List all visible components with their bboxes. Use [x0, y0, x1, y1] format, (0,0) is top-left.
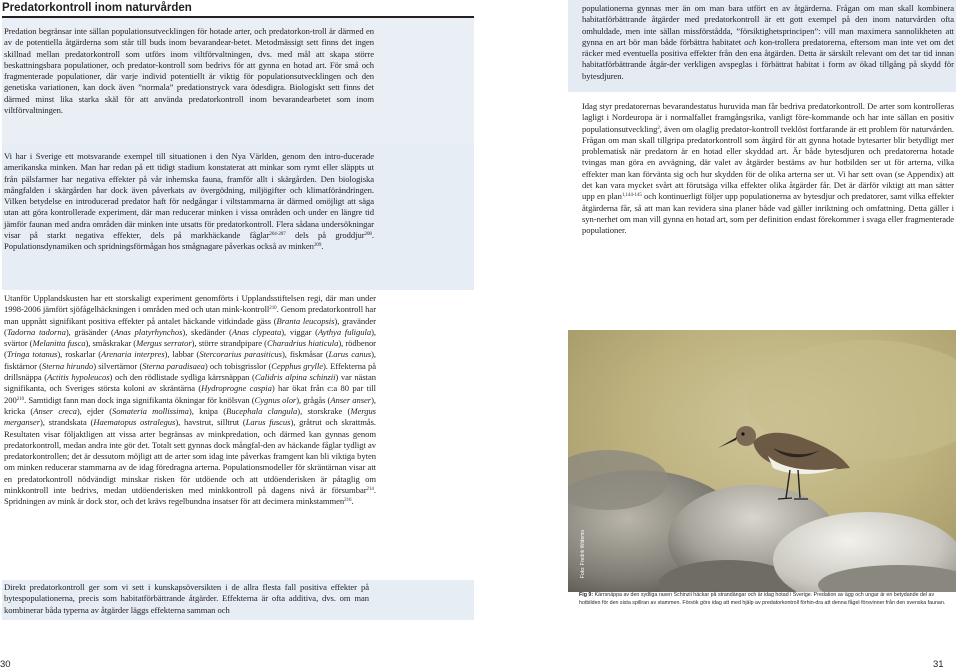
page-number-right: 31	[933, 659, 944, 670]
mink-paragraph: Vi har i Sverige ett motsvarande exempel till situationen i den Nya Världen, genom den intro-ducerade amerikanska minken. Man har redan på ett tidigt stadium konstaterat att minkar som rymt eller släppts ut från pälsfarmer har negativa effekter på vår inhemska fauna, framför allt i skärgården. Den biologiska mångfalden i skärgården har dock även påverkats av övergödning, miljögifter och klimatförändringen. Vilken betydelse en introducerad predator haft för nedgångar i viltstammarna är därmed omöjligt att säga utan att göra kontrollerade experiment, där man reducerar minken i vissa områden och under en längre tid jämför faunan med andra områden där minken inte utsatts för predatorkontroll. Flera sådana undersökningar visar på starkt negativa effekter, dels på markhäckande fåglar$^{204-207}$ dels på groddjur$^{208}$. Populationsdynamiken och spridningsförmågan hos smågnagare påverkas också av minken$^{209}$.	[4, 151, 374, 252]
page-title: Predatorkontroll inom naturvården	[2, 2, 192, 14]
figure-caption	[579, 592, 954, 608]
conservation-paragraph: Idag styr predatorernas bevarandestatus huruvida man får bedriva predatorkontroll. De arter som kontrolleras lagligt i Nordeuropa är i normalfallet framgångsrika, vanligt före-kommande och har inte sällan en positiv populationsutveckling$^2$, även om olaglig predator-kontroll tveklöst fortfarande är ett problem för naturvården. Frågan om man skall tillgripa predatorkontroll som åtgärd för att gynna hotade bytesarter blir betydligt mer problematisk när predatorn är en hotad eller skyddad art. Är både bytesdjuren och predatorerna hotade tvingas man göra en avvägning, där valet av åtgärder bestäms av hur hotbilden ser ut för arterna, vilka effekter man kan förvänta sig och hur skydden för de olika arterna ser ut. Vi har sett ovan (se Appendix) att det kan vara mycket svårt att förutsäga vilka effekter olika åtgärder får. Det är därför viktigt att man sätter upp en plan$^{1,144-145}$ och kontinuerligt följer upp populationerna av bytesdjur och predatorer, samt vilka effekter åtgärderna får, så att man kan revidera sina planer både vad gäller inriktning och omfattning. Detta gäller i syn-nerhet om man vill gynna en hotad art, som per definition endast förekommer i svaga eller fragmenterade populationer.	[582, 101, 954, 236]
summary-paragraph: Direkt predatorkontroll ger som vi sett i kunskapsöversikten i de allra flesta fall positiva effekter på bytespopulationerna, precis som habitatförbättrande åtgärder. Effekterna är ofta additiva, dvs. om man kombinerar båda typerna av åtgärder läggs effekterna samman och	[4, 582, 369, 615]
caption-text: Kärrsnäppa av den sydliga rasen Schinzii häckar på strandängar och är idag hotad i Sverige. Predation av ägg och ungar är en betydande del av hotbilden för den sista spillran av stammen. Försök görs idag att med hjälp av predatorkontroll förhin-dra att denna fågel försvinner från den svenska faunan.	[579, 592, 946, 606]
caption-label: Fig 9:	[579, 592, 594, 598]
page-number-left: 30	[0, 659, 11, 670]
photo-credit: Foto: Fredrik Widemo	[580, 529, 586, 578]
continuation-paragraph: populationerna gynnas mer än om man bara utfört en av åtgärderna. Frågan om man skall kombinera habitatförbättrande åtgärder med predatorkontroll är ett gott exempel på den inom naturvården ofta omhuldade, men inte sällan missförstådda, ”försiktighetsprincipen”: vill man maximera sannolikheten att gynna en art bör man både förbättra habitatet och kon-trollera predatorerna, eftersom man inte vet om det räcker med eventuella positiva effekter från den ena åtgärden. Detta är särskilt relevant om det tar tid innan habitatförbättrande åtgär-der verkligen avspeglas i förbättrat habitat i form av ökad tillgång på skydd för bytesdjuren.	[582, 3, 954, 81]
experiment-paragraph: Utanför Upplandskusten har ett storskaligt experiment genomförts i Upplandsstiftelsen regi, där man under 1998-2006 jämfört sjöfågelhäckningen i områden med och utan mink-kontroll$^{210}$. Genom predatorkontroll har man uppnått signifikant positiva effekter på antalet häckande vitkindade gäss (Branta leucopsis), gravänder (Tadorna tadorna), gräsänder (Anas platyrhynchos), skedänder (Anas clypeata), viggar (Aythya fuligula), svärtor (Melanitta fusca), småskrakar (Mergus serrator), större strandpipare (Charadrius hiaticula), rödbenor (Tringa totanus), roskarlar (Arenaria interpres), labbar (Stercorarius parasiticus), fiskmåsar (Larus canus), fisktärnor (Sterna hirundo) silvertärnor (Sterna paradisaea) och tobisgrisslor (Cepphus grylle). Effekterna på drillsnäppa (Actitis hypoleucos) och den rödlistade sydliga kärrsnäppan (Calidris alpina schinzii) var nästan signifikanta, och Sveriges största koloni av skräntärna (Hydroprogne caspia) har ökat från c:a 80 par till $200^{210}$. Samtidigt fann man dock inga signifikanta ökningar för knölsvan (Cygnus olor), grågås (Anser anser), kricka (Anser creca), ejder (Somateria mollissima), knipa (Bucephala clangula), storskrake (Mergus merganser), strandskata (Haematopus ostralegus), havstrut, silltrut (Larus fuscus), gråtrut och skrattmås. Resultaten visar följaktligen att vissa arter begränsas av minkpredation, och därmed kan gynnas genom predatorkontroll, medan andra inte gör det. Totalt sett gynnas dock mångfal-den av häckande fåglar tydligt av predatorkontrollen; det är dessutom möjligt att de arter som idag inte påverkas framgent kan bli viktiga byten om minken reducerar stammarna av de idag föredragna arterna. Populationsmodeller för skräntärnan visar att en predatorkontroll nödvändigt minskar risken för utdöende och att utdöenderisken är påtaglig om minkkontroll inte bedrivs, medan utdöenderisken med minkkontroll på dagens nivå är försumbar$^{214}$. Spridningen av mink är dock stor, och det krävs regelbundna insatser för att decimera minkstammen$^{216}$.	[4, 293, 377, 507]
intro-paragraph: Predation begränsar inte sällan populationsutvecklingen för hotade arter, och predatorkon-troll är därmed en av de potentiella åtgärderna som står till buds inom bevarandear-betet. Metodmässigt sett finns det ingen skillnad mellan predatorkontroll som utförs inom viltförvaltningen, dvs. med mål att skapa större beskattningsbara populationer, och predator-kontroll som bedrivs för att gynna en hotad art. För små och fragmenterade populationer, där varje individ potentiellt är viktig för populationsutvecklingen och den genetiska variationen, kan dock även ”normala” predationstryck vara ödesdigra. Biologiskt sett finns det därmed minst lika starka skäl för att använda predatorkontroll inom bevarandearbetet som inom viltförvaltningen.	[4, 26, 374, 116]
